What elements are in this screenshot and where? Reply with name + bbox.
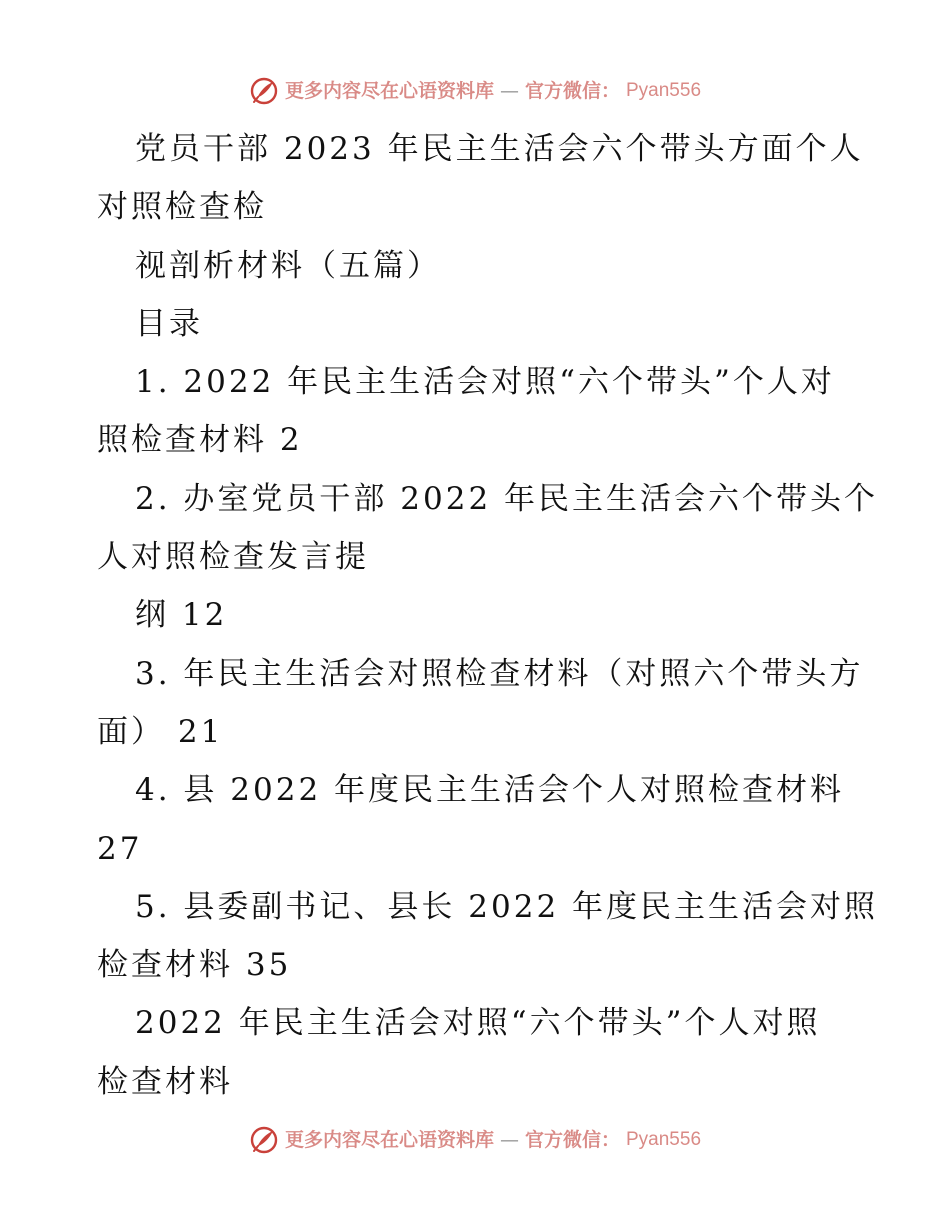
- document-title-line-3: 视剖析材料（五篇）: [135, 247, 441, 284]
- toc-item-1-line-2: 照检查材料 2: [97, 422, 303, 459]
- watermark-site-text: 更多内容尽在心语资料库: [284, 1129, 494, 1151]
- section-heading-line-1: 2022 年民主生活会对照“六个带头”个人对照: [135, 1005, 821, 1042]
- toc-item-2-line-3: 纲 12: [135, 597, 228, 634]
- quill-pen-logo-icon: [249, 76, 279, 106]
- document-title-line-2: 对照检查检: [97, 189, 267, 226]
- watermark-wechat-label: 官方微信：: [524, 1129, 620, 1151]
- watermark-wechat-id: Pyan556: [626, 80, 702, 101]
- toc-item-3-line-1: 3. 年民主生活会对照检查材料（对照六个带头方: [135, 655, 864, 692]
- document-body: [97, 120, 879, 1111]
- footer-watermark: [0, 1125, 950, 1155]
- toc-heading: 目录: [135, 305, 203, 342]
- toc-item-2-line-1: 2. 办室党员干部 2022 年民主生活会六个带头个: [135, 480, 879, 517]
- toc-item-4-line-1: 4. 县 2022 年度民主生活会个人对照检查材料: [135, 772, 845, 809]
- toc-item-2-line-2: 人对照检查发言提: [97, 539, 369, 576]
- toc-item-4-line-2: 27: [97, 830, 143, 867]
- watermark-separator: —: [499, 1129, 519, 1151]
- toc-item-3-line-2: 面） 21: [97, 713, 224, 750]
- toc-item-1-line-1: 1. 2022 年民主生活会对照“六个带头”个人对: [135, 364, 835, 401]
- watermark-wechat-id: Pyan556: [626, 1129, 702, 1150]
- toc-item-5-line-1: 5. 县委副书记、县长 2022 年度民主生活会对照: [135, 888, 879, 925]
- watermark-separator: —: [499, 80, 519, 102]
- section-heading-line-2: 检查材料: [97, 1063, 233, 1100]
- watermark-site-text: 更多内容尽在心语资料库: [284, 80, 494, 102]
- toc-item-5-line-2: 检查材料 35: [97, 947, 292, 984]
- quill-pen-logo-icon: [249, 1125, 279, 1155]
- header-watermark: [0, 76, 950, 106]
- document-title-line-1: 党员干部 2023 年民主生活会六个带头方面个人: [135, 131, 864, 167]
- watermark-wechat-label: 官方微信：: [524, 80, 620, 102]
